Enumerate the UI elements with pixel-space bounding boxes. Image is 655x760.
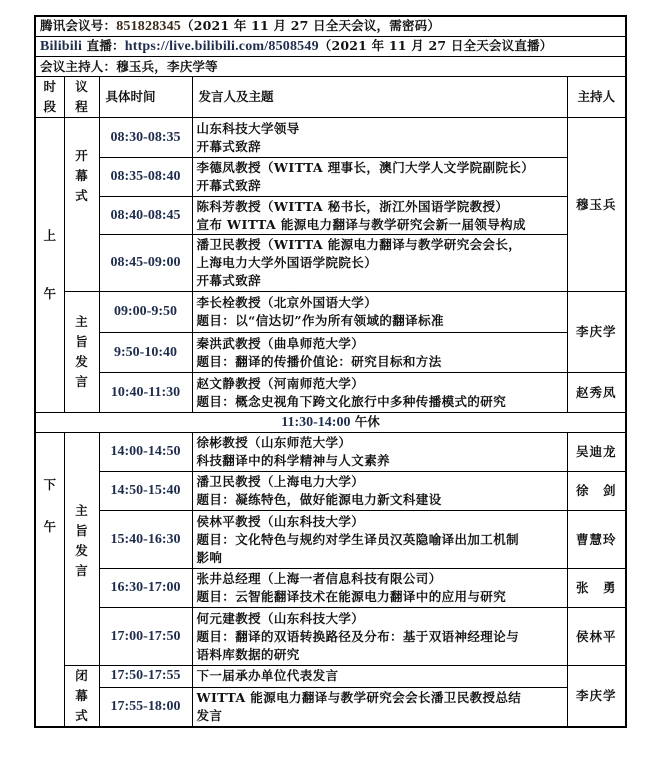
column-header-time: 具体时间 (99, 77, 192, 118)
tencent-note: （2021 年 11 月 27 日全天会议，需密码） (181, 18, 441, 33)
table-row (35, 608, 626, 666)
host-cell: 李庆学 (567, 292, 626, 373)
conference-schedule-table (34, 15, 627, 728)
bilibili-row (35, 37, 626, 57)
time-cell: 9:50-10:40 (99, 333, 192, 373)
column-header-period: 时段 (35, 77, 64, 118)
time-cell: 08:35-08:40 (99, 158, 192, 197)
topic-cell: 下一届承办单位代表发言 (192, 666, 567, 688)
host-cell: 曹慧玲 (567, 511, 626, 569)
table-row (35, 158, 626, 197)
tencent-label: 腾讯会议号： (40, 18, 117, 33)
host-cell: 李庆学 (567, 666, 626, 728)
table-row (35, 235, 626, 292)
table-row (35, 569, 626, 608)
time-cell: 14:00-14:50 (99, 433, 192, 472)
time-cell: 15:40-16:30 (99, 511, 192, 569)
hosts-line: 会议主持人：穆玉兵，李庆学等 (35, 57, 626, 77)
topic-cell: WITTA 能源电力翻译与教学研究会会长潘卫民教授总结 发言 (192, 687, 567, 727)
table-row (35, 118, 626, 158)
lunch-break: 11:30-14:00 午休 (35, 413, 626, 433)
time-cell: 09:00-9:50 (99, 292, 192, 333)
time-cell: 10:40-11:30 (99, 373, 192, 413)
table-row (35, 433, 626, 472)
bilibili-url-link[interactable]: https://live.bilibili.com/8508549 (124, 39, 319, 54)
topic-cell: 侯林平教授（山东科技大学） 题目：文化特色与规约对学生译员汉英隐喻译出加工机制 影响 (192, 511, 567, 569)
host-cell: 徐 剑 (567, 472, 626, 511)
column-header-session: 议程 (64, 77, 99, 118)
time-cell: 17:00-17:50 (99, 608, 192, 666)
column-header-row (35, 77, 626, 118)
hosts-row (35, 57, 626, 77)
session-keynote-afternoon: 主旨发言 (64, 433, 99, 666)
session-opening: 开幕式 (64, 118, 99, 292)
table-row (35, 292, 626, 333)
lunch-row (35, 413, 626, 433)
table-row (35, 333, 626, 373)
time-cell: 08:30-08:35 (99, 118, 192, 158)
table-row (35, 472, 626, 511)
time-cell: 08:40-08:45 (99, 197, 192, 235)
period-morning: 上 午 (35, 118, 64, 413)
host-cell: 侯林平 (567, 608, 626, 666)
bilibili-label: Bilibili (40, 39, 83, 54)
table-row (35, 373, 626, 413)
tencent-meeting-info (35, 16, 626, 37)
period-afternoon: 下 午 (35, 433, 64, 728)
table-row (35, 511, 626, 569)
topic-cell: 李长栓教授（北京外国语大学） 题目：以“信达切”作为所有领域的翻译标准 (192, 292, 567, 333)
session-closing: 闭幕式 (64, 666, 99, 728)
host-cell: 赵秀凤 (567, 373, 626, 413)
host-cell: 吴迪龙 (567, 433, 626, 472)
bilibili-note: （2021 年 11 月 27 日全天会议直播） (318, 38, 553, 53)
topic-cell: 潘卫民教授（上海电力大学） 题目：凝练特色，做好能源电力新文科建设 (192, 472, 567, 511)
topic-cell: 陈科芳教授（WITTA 秘书长，浙江外国语学院教授） 宣布 WITTA 能源电力翻译与教学研究会新一届领导构成 (192, 197, 567, 235)
table-row (35, 197, 626, 235)
bilibili-info (35, 37, 626, 57)
host-cell: 穆玉兵 (567, 118, 626, 292)
time-cell: 17:55-18:00 (99, 687, 192, 727)
column-header-host: 主持人 (567, 77, 626, 118)
time-cell: 08:45-09:00 (99, 235, 192, 292)
time-cell: 17:50-17:55 (99, 666, 192, 688)
topic-cell: 潘卫民教授（WITTA 能源电力翻译与教学研究会会长， 上海电力大学外国语学院院长） 开幕式致辞 (192, 235, 567, 292)
bilibili-mid: 直播： (82, 38, 125, 53)
table-row (35, 687, 626, 727)
time-cell: 14:50-15:40 (99, 472, 192, 511)
session-keynote-morning: 主旨发言 (64, 292, 99, 413)
topic-cell: 张井总经理（上海一者信息科技有限公司） 题目：云智能翻译技术在能源电力翻译中的应用与研究 (192, 569, 567, 608)
topic-cell: 秦洪武教授（曲阜师范大学） 题目：翻译的传播价值论：研究目标和方法 (192, 333, 567, 373)
topic-cell: 李德凤教授（WITTA 理事长，澳门大学人文学院副院长） 开幕式致辞 (192, 158, 567, 197)
time-cell: 16:30-17:00 (99, 569, 192, 608)
topic-cell: 何元建教授（山东科技大学） 题目：翻译的双语转换路径及分布：基于双语神经理论与 语料库数据的研究 (192, 608, 567, 666)
tencent-meeting-number: 851828345 (116, 19, 182, 34)
host-cell: 张 勇 (567, 569, 626, 608)
topic-cell: 赵文静教授（河南师范大学） 题目：概念史视角下跨文化旅行中多种传播模式的研究 (192, 373, 567, 413)
table-row (35, 666, 626, 688)
topic-cell: 徐彬教授（山东师范大学） 科技翻译中的科学精神与人文素养 (192, 433, 567, 472)
tencent-meeting-row (35, 16, 626, 37)
column-header-speaker: 发言人及主题 (192, 77, 567, 118)
topic-cell: 山东科技大学领导 开幕式致辞 (192, 118, 567, 158)
